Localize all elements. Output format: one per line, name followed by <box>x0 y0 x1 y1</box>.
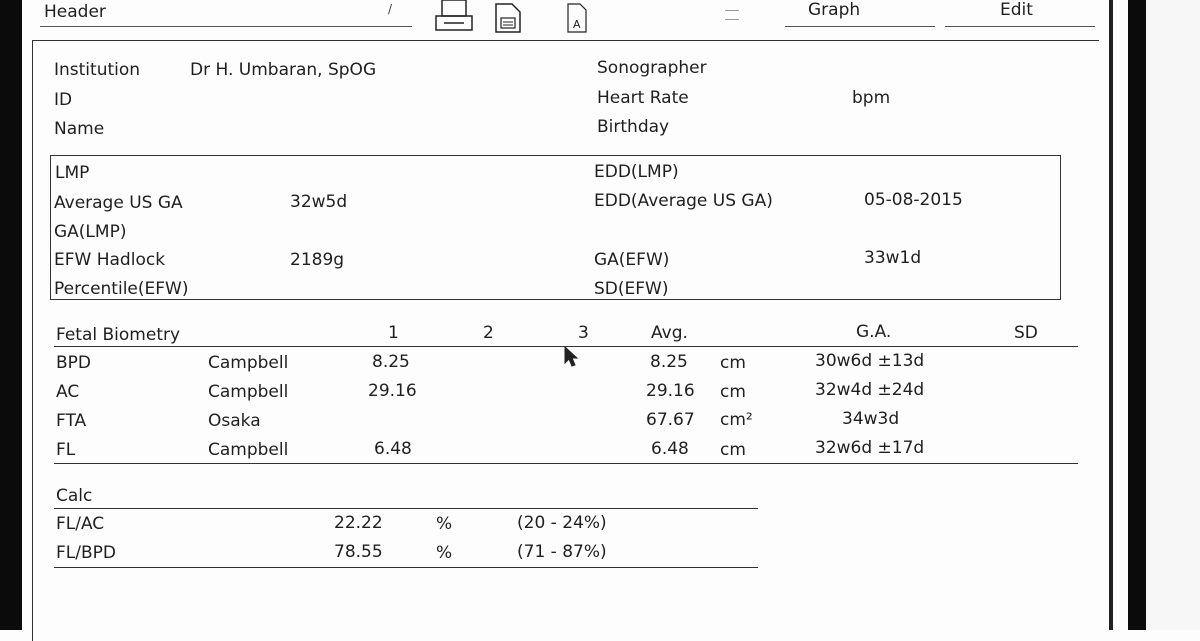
print-icon[interactable] <box>430 0 478 34</box>
ga-efw-label: GA(EFW) <box>594 250 670 270</box>
device-frame-right <box>1128 0 1146 630</box>
column-header-2: 2 <box>483 323 494 343</box>
ga-lmp-label: GA(LMP) <box>54 222 127 242</box>
percentile-efw-label: Percentile(EFW) <box>54 279 189 299</box>
row-method: Osaka <box>208 411 261 431</box>
calc-range: (71 - 87%) <box>517 542 607 562</box>
row-average: 29.16 <box>646 381 695 401</box>
row-unit: cm <box>720 382 746 402</box>
fetal-biometry-title: Fetal Biometry <box>56 325 181 345</box>
institution-label: Institution <box>54 60 141 80</box>
row-method: Campbell <box>208 382 289 402</box>
ga-efw-value: 33w1d <box>864 248 922 268</box>
calc-value: 78.55 <box>334 542 383 562</box>
calc-title: Calc <box>56 486 93 506</box>
calc-range: (20 - 24%) <box>517 513 607 533</box>
row-name: AC <box>56 382 80 402</box>
device-frame-left <box>0 0 22 630</box>
row-name: FTA <box>56 411 87 431</box>
heart-rate-label: Heart Rate <box>597 88 689 108</box>
row-unit: cm <box>720 440 746 460</box>
report-text-icon[interactable] <box>562 0 592 34</box>
graph-button[interactable]: Graph <box>808 0 861 20</box>
row-unit: cm <box>720 353 746 373</box>
column-header-avg: Avg. <box>651 323 688 343</box>
row-ga: 32w4d ±24d <box>815 380 925 400</box>
row-method: Campbell <box>208 440 289 460</box>
row-average: 6.48 <box>651 439 689 459</box>
row-measurement-1: 8.25 <box>372 352 410 372</box>
edd-avg-label: EDD(Average US GA) <box>594 191 773 211</box>
avg-us-ga-label: Average US GA <box>54 193 183 213</box>
calc-name: FL/BPD <box>56 543 116 563</box>
biometry-bottom-divider <box>54 463 1078 464</box>
edd-lmp-label: EDD(LMP) <box>594 162 679 182</box>
column-header-1: 1 <box>388 323 399 343</box>
row-ga: 34w3d <box>842 409 900 429</box>
efw-label: EFW Hadlock <box>54 250 166 270</box>
mouse-pointer-icon <box>563 345 583 371</box>
row-name: FL <box>56 440 76 460</box>
birthday-label: Birthday <box>597 117 670 137</box>
header-field-underline <box>40 26 412 27</box>
calc-name: FL/AC <box>56 514 105 534</box>
header-button[interactable]: Header <box>44 2 106 22</box>
row-average: 67.67 <box>646 410 695 430</box>
svg-text:A: A <box>573 18 581 31</box>
row-ga: 30w6d ±13d <box>815 351 925 371</box>
calc-unit: % <box>436 514 453 534</box>
device-frame-right-inner <box>1109 0 1113 630</box>
column-header-3: 3 <box>578 323 589 343</box>
lmp-label: LMP <box>55 163 90 183</box>
page-margin <box>1146 0 1200 630</box>
row-ga: 32w6d ±17d <box>815 438 925 458</box>
column-header-sd: SD <box>1014 323 1038 343</box>
sd-efw-label: SD(EFW) <box>594 279 669 299</box>
row-method: Campbell <box>208 353 289 373</box>
row-measurement-1: 29.16 <box>368 381 417 401</box>
edit-button[interactable]: Edit <box>1000 0 1033 20</box>
heart-rate-unit: bpm <box>852 88 891 108</box>
efw-value: 2189g <box>290 250 345 270</box>
row-measurement-1: 6.48 <box>374 439 412 459</box>
row-unit: cm² <box>720 410 753 430</box>
row-name: BPD <box>56 353 92 373</box>
column-header-ga: G.A. <box>856 322 892 342</box>
edd-avg-value: 05-08-2015 <box>864 190 963 210</box>
graph-button-underline <box>785 26 935 27</box>
calc-header-divider <box>54 508 758 509</box>
calc-value: 22.22 <box>334 513 383 533</box>
calc-bottom-divider <box>54 567 758 568</box>
calc-unit: % <box>436 543 453 563</box>
row-average: 8.25 <box>650 352 688 372</box>
dropdown-caret-icon[interactable]: / <box>388 2 393 16</box>
name-label: Name <box>54 119 105 139</box>
id-label: ID <box>54 90 73 110</box>
avg-us-ga-value: 32w5d <box>290 192 348 212</box>
minimize-icon[interactable] <box>725 10 739 20</box>
sonographer-label: Sonographer <box>597 58 707 78</box>
summary-box <box>50 155 1061 300</box>
save-document-icon[interactable] <box>490 0 526 34</box>
institution-value: Dr H. Umbaran, SpOG <box>190 60 377 80</box>
edit-button-underline <box>945 26 1095 27</box>
